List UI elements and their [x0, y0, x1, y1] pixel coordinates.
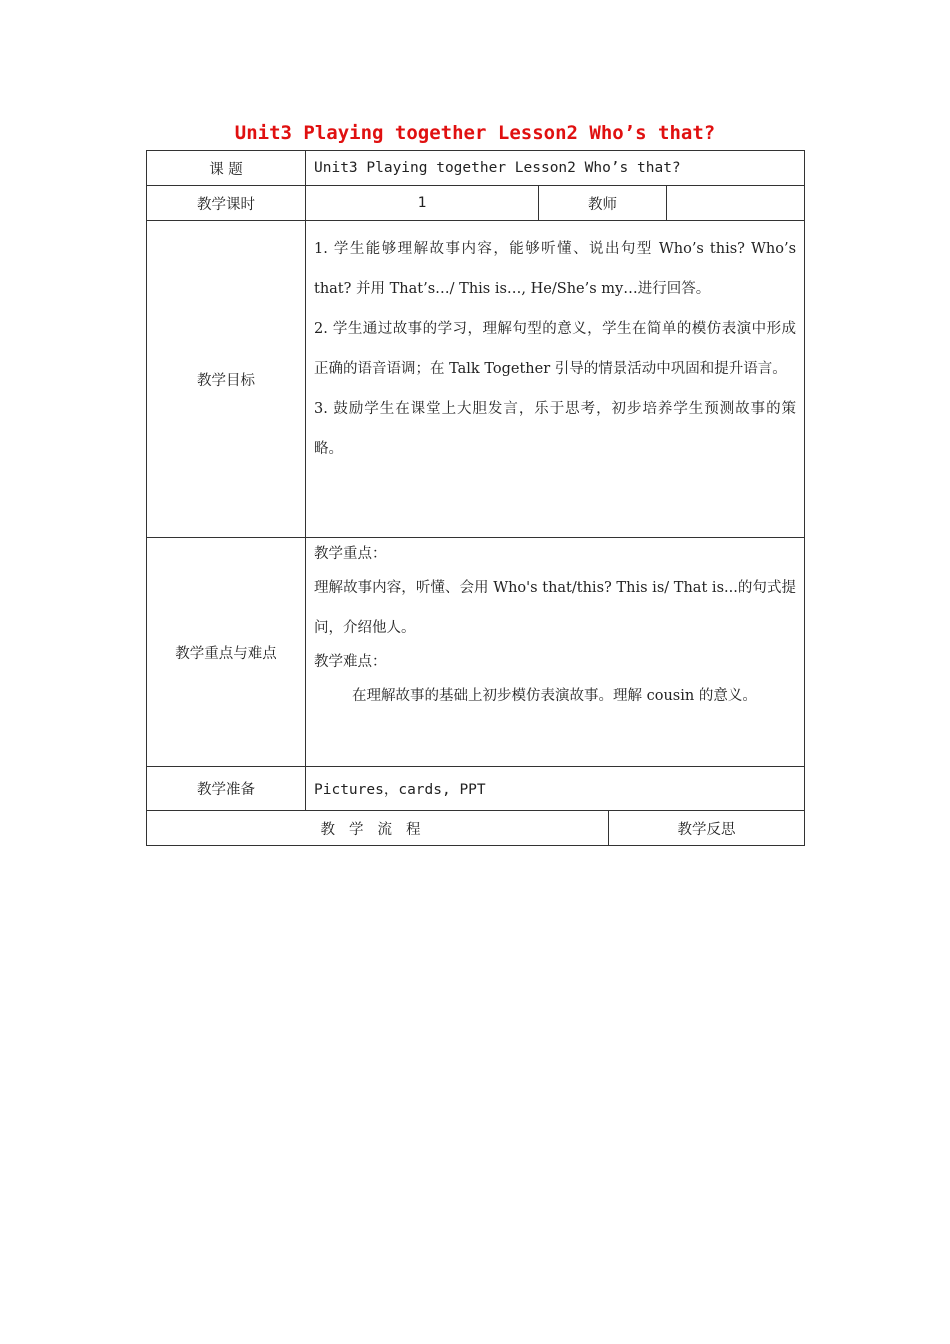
period-label: 教学课时 — [147, 186, 306, 221]
goal-item: 1. 学生能够理解故事内容，能够听懂、说出句型 Who’s this? Who’s that? 并用 That’s…/ This is…, He/She’s my…进行回答。 — [314, 241, 797, 297]
prep-value: Pictures，cards, PPT — [306, 767, 805, 811]
row-period — [147, 186, 805, 221]
reflection-label: 教学反思 — [609, 811, 805, 846]
process-label: 教学流程 — [147, 811, 609, 846]
goals-cell — [306, 221, 805, 538]
keys-cell — [306, 538, 805, 767]
row-topic — [147, 151, 805, 186]
keys-label: 教学重点与难点 — [147, 538, 306, 767]
lesson-plan-table — [146, 150, 805, 846]
prep-label: 教学准备 — [147, 767, 306, 811]
teacher-value — [667, 186, 805, 221]
key-point-text: 理解故事内容，听懂、会用 Who's that/this? This is/ That is...的句式提问，介绍他人。 — [314, 580, 797, 636]
teacher-label: 教师 — [539, 186, 667, 221]
page-title: Unit3 Playing together Lesson2 Who’s that? — [234, 122, 716, 144]
topic-value: Unit3 Playing together Lesson2 Who’s that? — [306, 151, 805, 186]
goal-item: 3. 鼓励学生在课堂上大胆发言，乐于思考，初步培养学生预测故事的策略。 — [314, 401, 797, 457]
difficulty-heading: 教学难点： — [314, 654, 387, 670]
row-process — [147, 811, 805, 846]
topic-label: 课 题 — [147, 151, 306, 186]
key-point-heading: 教学重点： — [314, 546, 387, 562]
row-goals — [147, 221, 805, 538]
row-prep — [147, 767, 805, 811]
goals-label: 教学目标 — [147, 221, 306, 538]
period-value: 1 — [306, 186, 539, 221]
row-keys — [147, 538, 805, 767]
difficulty-text: 在理解故事的基础上初步模仿表演故事。理解 cousin 的意义。 — [352, 688, 757, 704]
goal-item: 2. 学生通过故事的学习，理解句型的意义，学生在简单的模仿表演中形成正确的语音语调；在 Talk Together 引导的情景活动中巩固和提升语言。 — [314, 321, 797, 377]
